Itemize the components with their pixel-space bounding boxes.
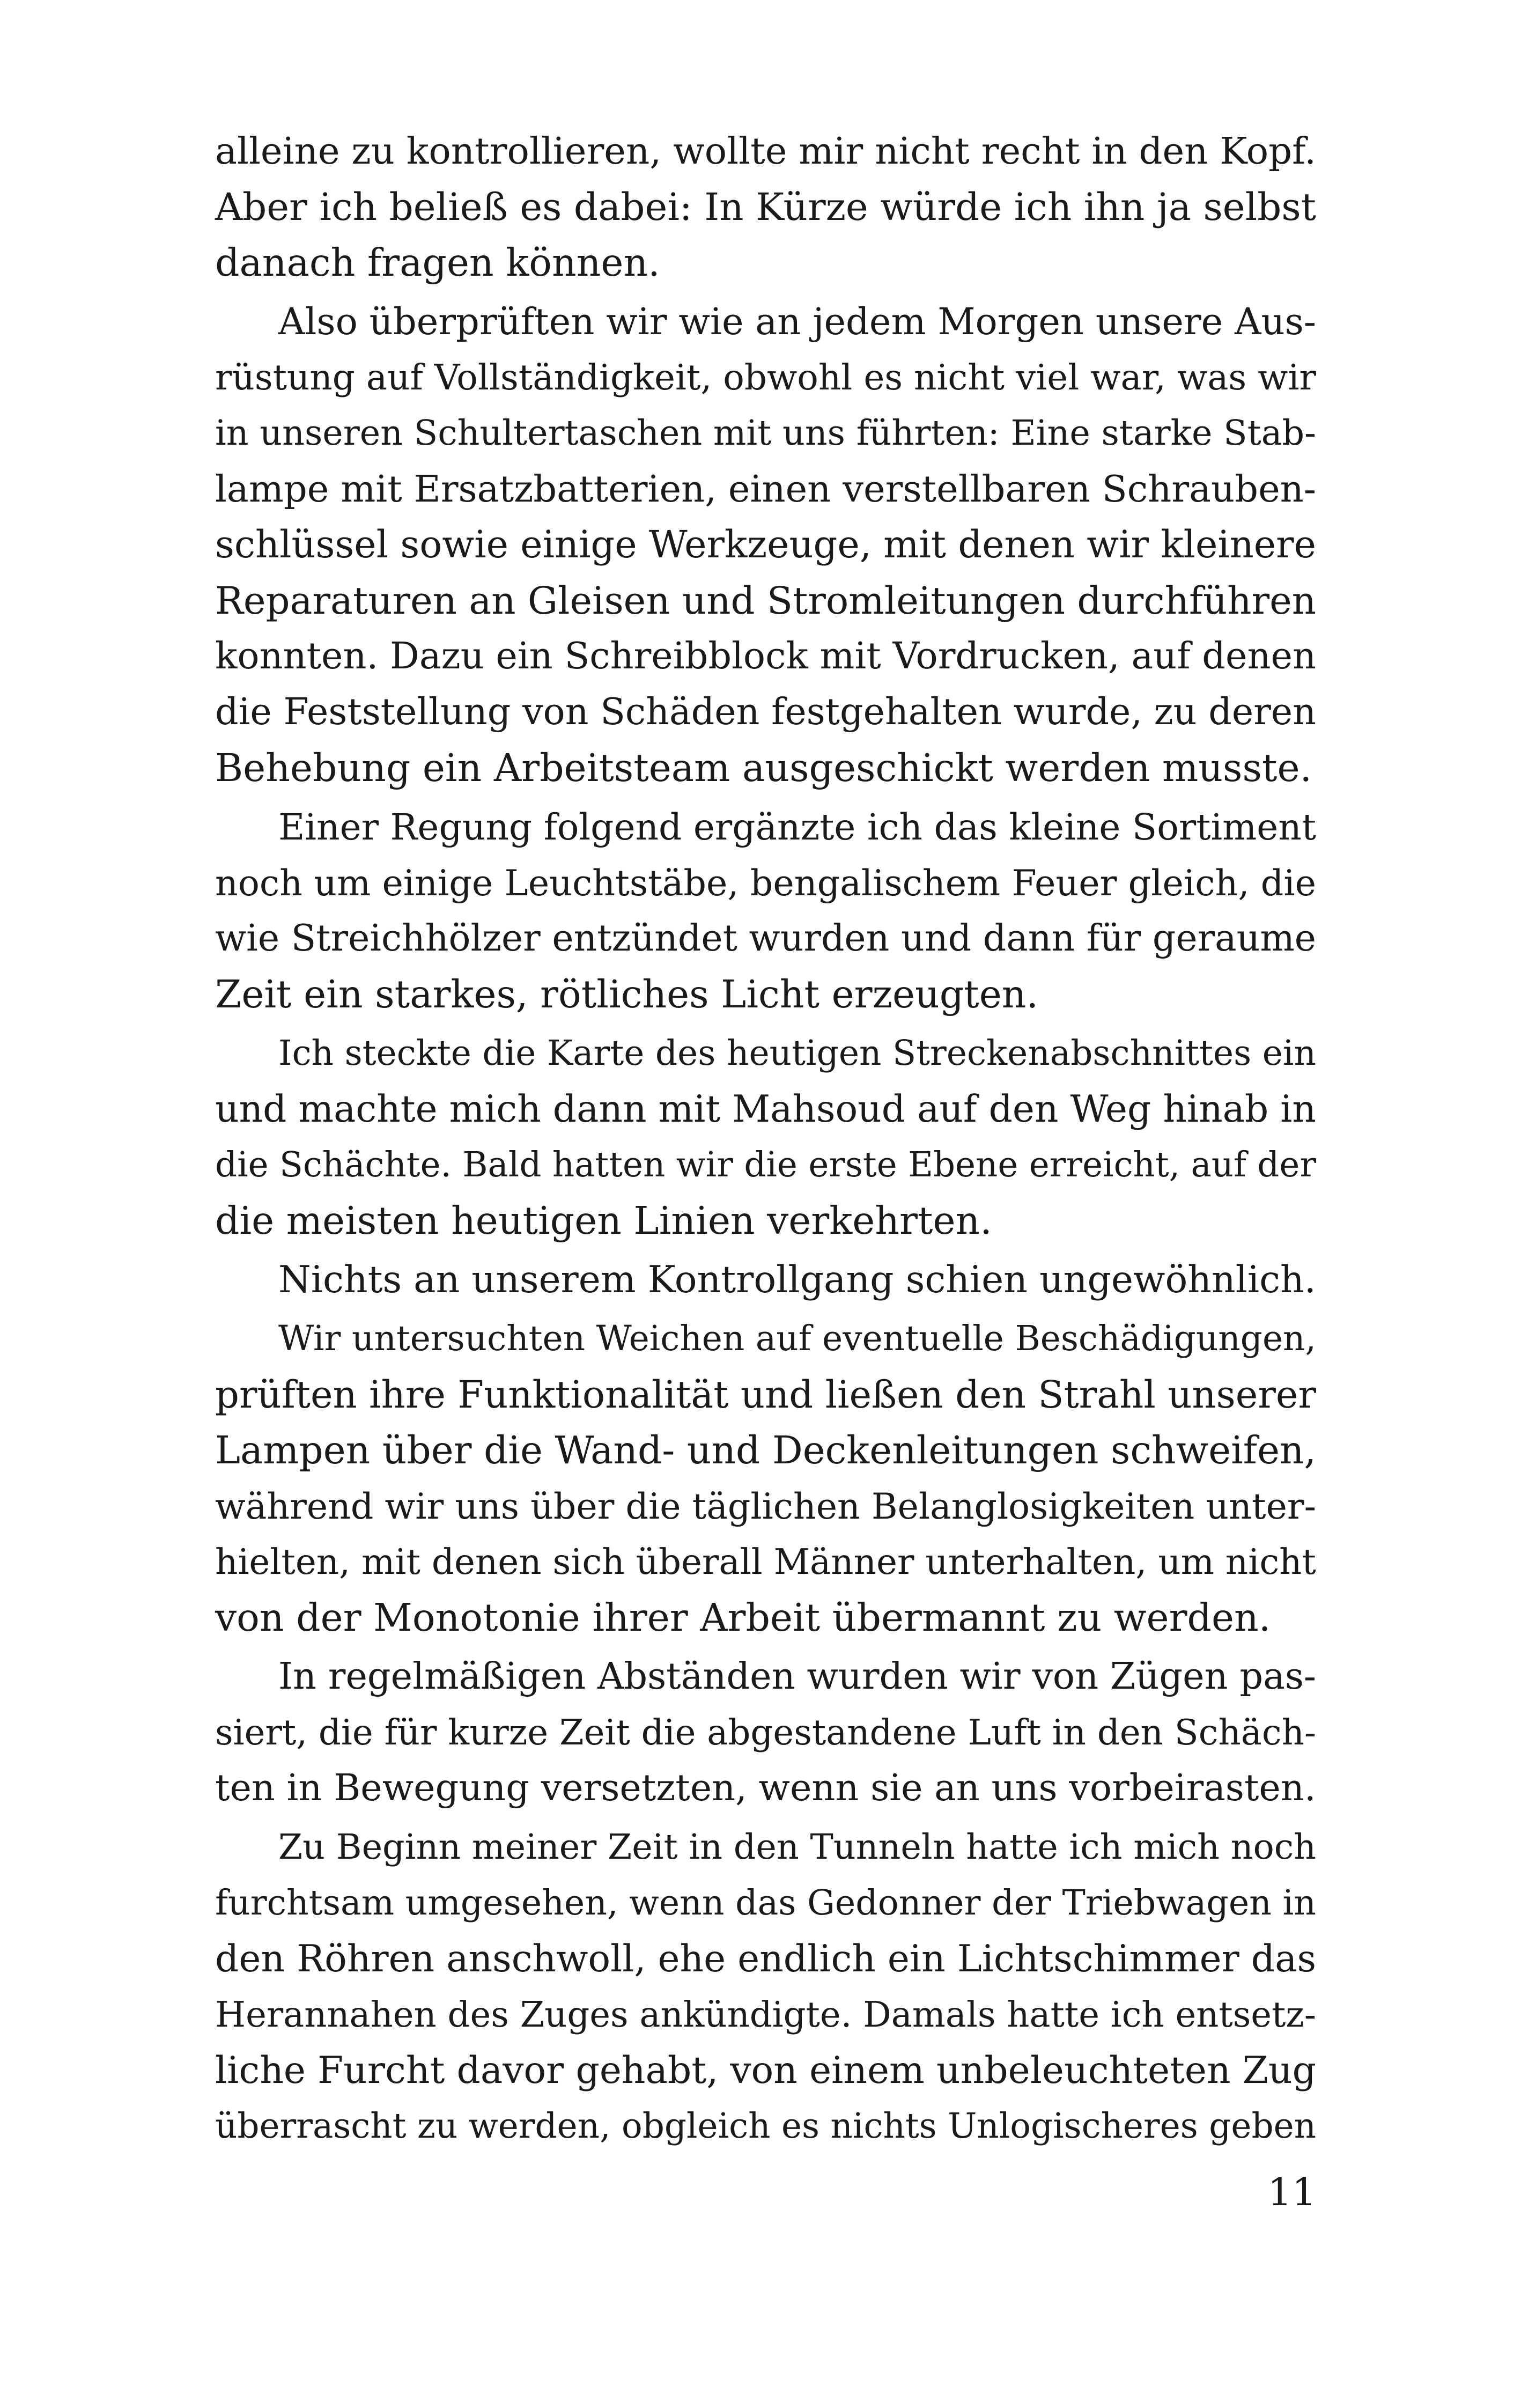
paragraph	[215, 1026, 1316, 1249]
text-line: hielten, mit denen sich überall Männer unterhalten, um nicht	[215, 1541, 1316, 1582]
text-line: die Feststellung von Schäden festgehalten wurde, zu deren	[215, 691, 1316, 733]
text-line: überrascht zu werden, obgleich es nichts Unlogischeres geben	[215, 2106, 1316, 2146]
text-line: Aber ich beließ es dabei: In Kürze würde ich ihn ja selbst	[215, 185, 1316, 229]
text-line: lampe mit Ersatzbatterien, einen verstellbaren Schrauben-	[215, 468, 1316, 511]
text-line: Wir untersuchten Weichen auf eventuelle Beschädigungen,	[278, 1319, 1316, 1359]
text-line: noch um einige Leuchtstäbe, bengalischem Feuer gleich, die	[215, 862, 1316, 904]
paragraph	[215, 1252, 1316, 1308]
paragraph	[215, 1820, 1316, 2154]
text-line: Nichts an unserem Kontrollgang schien ungewöhnlich.	[278, 1258, 1316, 1301]
text-line: In regelmäßigen Abständen wurden wir von Zügen pas-	[278, 1655, 1316, 1698]
text-line: Lampen über die Wand- und Deckenleitungen schweifen,	[215, 1428, 1316, 1472]
text-line: Ich steckte die Karte des heutigen Streckenabschnittes ein	[278, 1033, 1316, 1073]
text-line: die Schächte. Bald hatten wir die erste Ebene erreicht, auf der	[215, 1145, 1316, 1185]
text-line: Einer Regung folgend ergänzte ich das kleine Sortiment	[278, 806, 1316, 848]
paragraph	[215, 1311, 1316, 1646]
paragraph	[215, 799, 1316, 1022]
text-line: siert, die für kurze Zeit die abgestandene Luft in den Schäch-	[215, 1712, 1316, 1753]
text-line: von der Monotonie ihrer Arbeit übermannt zu werden.	[215, 1595, 1271, 1640]
text-line: Behebung ein Arbeitsteam ausgeschickt werden musste.	[215, 746, 1312, 790]
text-line: danach fragen können.	[215, 240, 660, 285]
text-line: während wir uns über die täglichen Belanglosigkeiten unter-	[215, 1485, 1316, 1527]
text-line: Also überprüften wir wie an jedem Morgen unsere Aus-	[278, 300, 1316, 343]
text-line: prüften ihre Funktionalität und ließen den Strahl unserer	[215, 1373, 1316, 1417]
paragraph	[215, 123, 1316, 291]
text-line: den Röhren anschwoll, ehe endlich ein Lichtschimmer das	[215, 1938, 1316, 1980]
text-line: alleine zu kontrollieren, wollte mir nicht recht in den Kopf.	[215, 130, 1316, 173]
text-line: schlüssel sowie einige Werkzeuge, mit denen wir kleinere	[215, 523, 1316, 566]
text-line: furchtsam umgesehen, wenn das Gedonner der Triebwagen in	[215, 1883, 1316, 1923]
text-line: Zu Beginn meiner Zeit in den Tunneln hatte ich mich noch	[278, 1827, 1316, 1867]
text-line: und machte mich dann mit Mahsoud auf den Weg hinab in	[215, 1088, 1316, 1131]
text-line: Herannahen des Zuges ankündigte. Damals hatte ich entsetz-	[215, 1994, 1316, 2035]
text-line: in unseren Schultertaschen mit uns führten: Eine starke Stab-	[215, 413, 1316, 453]
text-line: Zeit ein starkes, rötliches Licht erzeugten.	[215, 972, 1039, 1017]
paragraph	[215, 294, 1316, 796]
paragraph	[215, 1649, 1316, 1816]
body-text	[215, 123, 1316, 2157]
page-number: 11	[1267, 2170, 1316, 2214]
text-line: die meisten heutigen Linien verkehrten.	[215, 1198, 992, 1243]
text-line: wie Streichhölzer entzündet wurden und dann für geraume	[215, 917, 1316, 960]
text-line: rüstung auf Vollständigkeit, obwohl es nicht viel war, was wir	[215, 357, 1316, 398]
text-line: ten in Bewegung versetzten, wenn sie an uns vorbeirasten.	[215, 1767, 1316, 1809]
text-line: konnten. Dazu ein Schreibblock mit Vordrucken, auf denen	[215, 635, 1316, 678]
text-line: Reparaturen an Gleisen und Stromleitungen durchführen	[215, 579, 1316, 623]
text-line: liche Furcht davor gehabt, von einem unbeleuchteten Zug	[215, 2049, 1316, 2092]
